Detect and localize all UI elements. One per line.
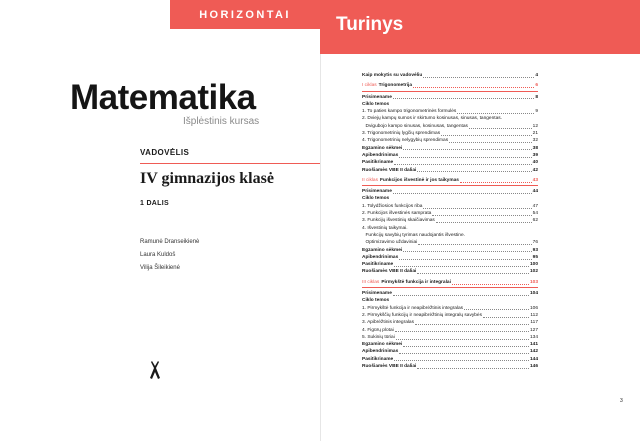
page-number: 3 [620, 398, 623, 404]
toc-entry-page: 62 [532, 218, 538, 224]
brand-band [170, 0, 320, 29]
toc-entry-page: 44 [532, 189, 538, 195]
toc-entry-title: Prisimename [362, 94, 392, 100]
toc-entry[interactable] [362, 327, 538, 334]
brand-logo: HORIZONTAI [199, 9, 291, 21]
book-grade: IV gimnazijos klasė [140, 170, 274, 187]
toc-entry-page: 100 [529, 262, 538, 268]
toc-section-label [362, 101, 538, 108]
toc-entry-page: 142 [529, 349, 538, 355]
toc-entry[interactable] [362, 363, 538, 370]
toc-entry-title: Dvigubojo kampo sinusas, kosinusas, tangentas [365, 123, 468, 129]
toc-entry-page: 144 [529, 356, 538, 362]
toc-entry-title: Prisimename [362, 291, 392, 297]
chapter-label: II ciklas [362, 177, 378, 183]
toc-entry-page: 4 [535, 73, 538, 78]
toc-entry-page: 146 [529, 363, 538, 369]
toc-entry-page: 40 [532, 160, 538, 166]
chapter-page: 43 [532, 177, 538, 183]
toc-header-band [320, 0, 640, 54]
chapter-separator [362, 185, 538, 186]
toc-entry[interactable] [362, 203, 538, 210]
toc-entry-title: Kaip mokytis su vadovėliu [362, 73, 423, 78]
toc-entry-page: 38 [532, 145, 538, 151]
toc-entry-title: Pasitikrinаme [362, 356, 394, 362]
toc-entry-page: 117 [530, 320, 538, 326]
toc-entry[interactable] [362, 312, 538, 319]
toc-entry-page: 21 [532, 131, 538, 137]
toc-entry[interactable] [362, 137, 538, 144]
toc-entry-page: 95 [532, 254, 538, 260]
chapter-page: 103 [529, 279, 538, 285]
toc-intro-row[interactable] [362, 72, 538, 79]
toc-entry-page: 47 [532, 203, 538, 209]
toc-entry[interactable] [362, 167, 538, 174]
toc-entry-title: Ruošiamės VBE II daliai [362, 269, 417, 275]
toc-entry-title: Funkcijų savybių tyrimas naudojantis išvestine. [365, 232, 465, 238]
toc-entry-title: Ruošiamės VBE II daliai [362, 167, 417, 173]
book-subtitle: Išplėstinis kursas [183, 116, 260, 127]
toc-entry-title: 2. Dviejų kampų sumos ir skirtumo kosinusas, sinusas, tangentas. [362, 116, 502, 122]
toc-entry-title: 4. Figūrų plotai [362, 327, 394, 333]
toc-entry[interactable] [362, 130, 538, 137]
toc-entry[interactable] [362, 239, 538, 246]
toc-entry[interactable] [362, 348, 538, 355]
toc-section-label [362, 195, 538, 202]
book-title: Matematika [70, 78, 256, 117]
toc-chapter-header[interactable] [362, 177, 538, 184]
toc-entry-page: 76 [532, 240, 538, 246]
toc-entry[interactable] [362, 152, 538, 159]
toc-entry[interactable] [362, 159, 538, 166]
toc-entry-title: Apibendrinimas [362, 349, 399, 355]
toc-entry[interactable] [362, 341, 538, 348]
toc-entry[interactable] [362, 225, 538, 232]
toc-entry-title: Optimizavimo uždaviniai [365, 240, 418, 246]
toc-entry-title: 3. Trigonometrinių lygčių sprendimas [362, 131, 441, 137]
toc-entry-title: 4. Išvestinių taikymai. [362, 225, 408, 231]
section-label: Ciklo temos [362, 298, 390, 304]
toc-entry-title: Egzamino sėkmei [362, 342, 403, 348]
cover-rule [140, 163, 320, 164]
toc-entry[interactable] [362, 290, 538, 297]
chapter-label: III ciklas [362, 279, 380, 285]
spread-divider [320, 0, 321, 441]
toc-entry-page: 93 [532, 247, 538, 253]
toc-entry-page: 141 [529, 342, 538, 348]
toc-entry[interactable] [362, 188, 538, 195]
table-of-contents [362, 72, 538, 370]
author: Laura Kuldoš [140, 252, 176, 258]
author: Vilija Šileikienė [140, 265, 180, 271]
toc-entry-page: 39 [532, 152, 538, 158]
toc-entry-page: 12 [532, 123, 538, 129]
toc-entry[interactable] [362, 334, 538, 341]
toc-entry[interactable] [362, 217, 538, 224]
chapter-separator [362, 287, 538, 288]
toc-entry[interactable] [362, 319, 538, 326]
toc-entry-title: Apibendrinimas [362, 152, 399, 158]
book-type: VADOVĖLIS [140, 148, 190, 157]
toc-entry-title: 1. Pirmykštė funkcija ir neapibrėžtinis integralas [362, 305, 464, 311]
toc-chapter [362, 279, 538, 371]
toc-entry[interactable] [362, 305, 538, 312]
author: Ramunė Dranseikienė [140, 239, 200, 245]
toc-entry[interactable] [362, 254, 538, 261]
chapter-title: Trigonometrija [378, 83, 412, 89]
toc-entry-title: 3. Funkcijų išvestinių skaičiavimas [362, 218, 435, 224]
toc-entry-title: 4. Trigonometrinių nelygybių sprendimas [362, 138, 449, 144]
toc-entry-page: 54 [532, 211, 538, 217]
toc-entry[interactable] [362, 145, 538, 152]
toc-entry[interactable] [362, 268, 538, 275]
toc-entry[interactable] [362, 115, 538, 122]
toc-entry-title: Prisimename [362, 189, 392, 195]
toc-entry-title: Apibendrinimas [362, 254, 399, 260]
toc-entry-title: 2. Funkcijos išvestinės sampratа [362, 211, 432, 217]
chapter-title: Pirmykštė funkcija ir integralai [381, 279, 451, 285]
toc-entry-page: 127 [529, 327, 538, 333]
toc-chapter [362, 82, 538, 174]
chapter-label: I ciklas [362, 83, 377, 89]
toc-entry-title: Pasitikrinаme [362, 262, 394, 268]
chapter-page: 6 [535, 83, 538, 89]
toc-entry-page: 106 [529, 305, 538, 311]
toc-entry-page: 42 [532, 167, 538, 173]
toc-entry-title: 2. Pirmykščių funkcijų ir neapibrėžtinių integralų savybės [362, 312, 482, 318]
toc-entry[interactable] [362, 108, 538, 115]
toc-entry[interactable] [362, 356, 538, 363]
toc-entry-page: 8 [535, 94, 538, 100]
toc-entry[interactable] [362, 261, 538, 268]
toc-entry[interactable] [362, 94, 538, 101]
toc-entry-title: Egzamino sėkmei [362, 145, 403, 151]
toc-entry-page: 134 [529, 334, 538, 340]
toc-entry[interactable] [362, 247, 538, 254]
toc-section-label [362, 297, 538, 304]
toc-entry[interactable] [362, 210, 538, 217]
toc-title: Turinys [336, 14, 404, 35]
toc-chapter-header[interactable] [362, 82, 538, 89]
toc-entry-title: 1. To paties kampo trigonometrinės formulės [362, 109, 457, 115]
toc-entry-page: 112 [530, 312, 538, 318]
toc-chapter-header[interactable] [362, 279, 538, 286]
toc-entry[interactable] [362, 232, 538, 239]
publisher-logo-icon [148, 360, 162, 380]
section-label: Ciklo temos [362, 196, 390, 202]
toc-entry-title: Egzamino sėkmei [362, 247, 403, 253]
toc-entry-title: Ruošiamės VBE II daliai [362, 363, 417, 369]
chapter-title: Funkcijos išvestinė ir jos taikymas [380, 177, 459, 183]
toc-entry-title: 1. Tolydžiosios funkcijos riba [362, 203, 423, 209]
toc-entry-page: 104 [529, 291, 538, 297]
section-label: Ciklo temos [362, 101, 390, 107]
toc-chapter [362, 177, 538, 276]
book-part: 1 DALIS [140, 200, 169, 207]
chapter-separator [362, 91, 538, 92]
toc-entry-page: 9 [535, 109, 538, 115]
toc-entry-title: 5. Sukinių tūriai [362, 334, 395, 340]
toc-entry-title: Pasitikriname [362, 160, 394, 166]
toc-entry-page: 32 [532, 138, 538, 144]
toc-entry-page: 102 [529, 269, 538, 275]
toc-entry-title: 3. Apibrėžtinis integralas [362, 320, 414, 326]
authors [140, 236, 199, 275]
toc-entry[interactable] [362, 123, 538, 130]
